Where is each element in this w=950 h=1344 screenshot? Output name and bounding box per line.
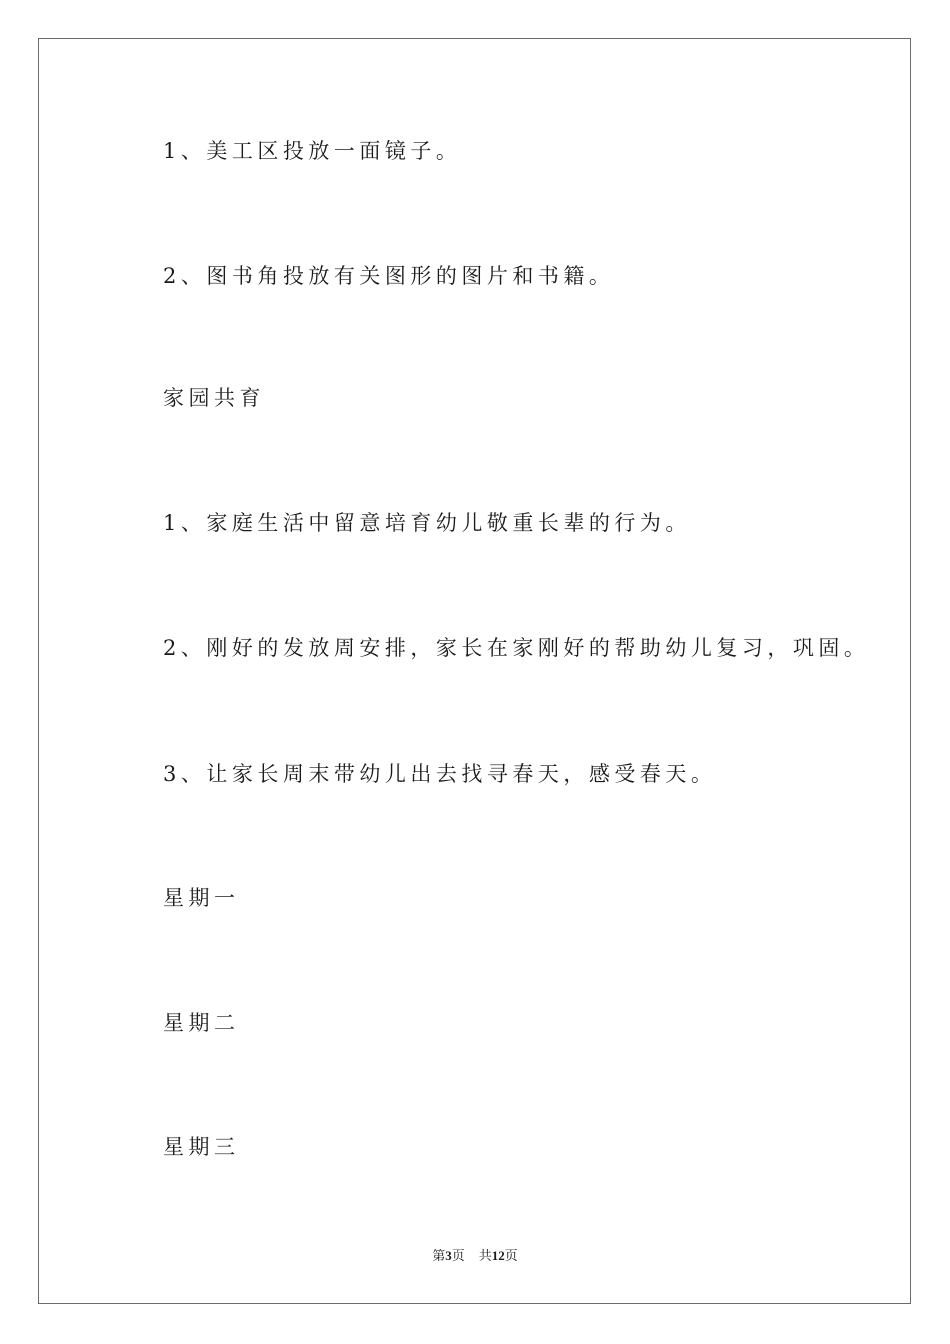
page-border bbox=[38, 38, 911, 1304]
heading-tuesday: 星期二 bbox=[163, 1011, 240, 1035]
page-suffix: 页 bbox=[451, 1249, 465, 1264]
page-prefix: 第 bbox=[432, 1249, 446, 1264]
page-footer bbox=[0, 1246, 950, 1267]
paragraph-book-corner: 2、图书角投放有关图形的图片和书籍。 bbox=[163, 264, 615, 288]
total-pages: 12 bbox=[491, 1248, 505, 1263]
total-prefix: 共 bbox=[478, 1249, 492, 1264]
section-heading-home-school: 家园共育 bbox=[163, 386, 265, 410]
total-suffix: 页 bbox=[504, 1249, 518, 1264]
paragraph-art-area-mirror: 1、美工区投放一面镜子。 bbox=[163, 139, 462, 163]
page-number: 3 bbox=[445, 1248, 452, 1263]
heading-wednesday: 星期三 bbox=[163, 1135, 240, 1159]
paragraph-find-spring: 3、让家长周末带幼儿出去找寻春天，感受春天。 bbox=[163, 762, 717, 786]
paragraph-weekly-schedule: 2、刚好的发放周安排，家长在家刚好的帮助幼儿复习，巩固。 bbox=[163, 636, 870, 660]
heading-monday: 星期一 bbox=[163, 886, 240, 910]
paragraph-respect-elders: 1、家庭生活中留意培育幼儿敬重长辈的行为。 bbox=[163, 511, 691, 535]
